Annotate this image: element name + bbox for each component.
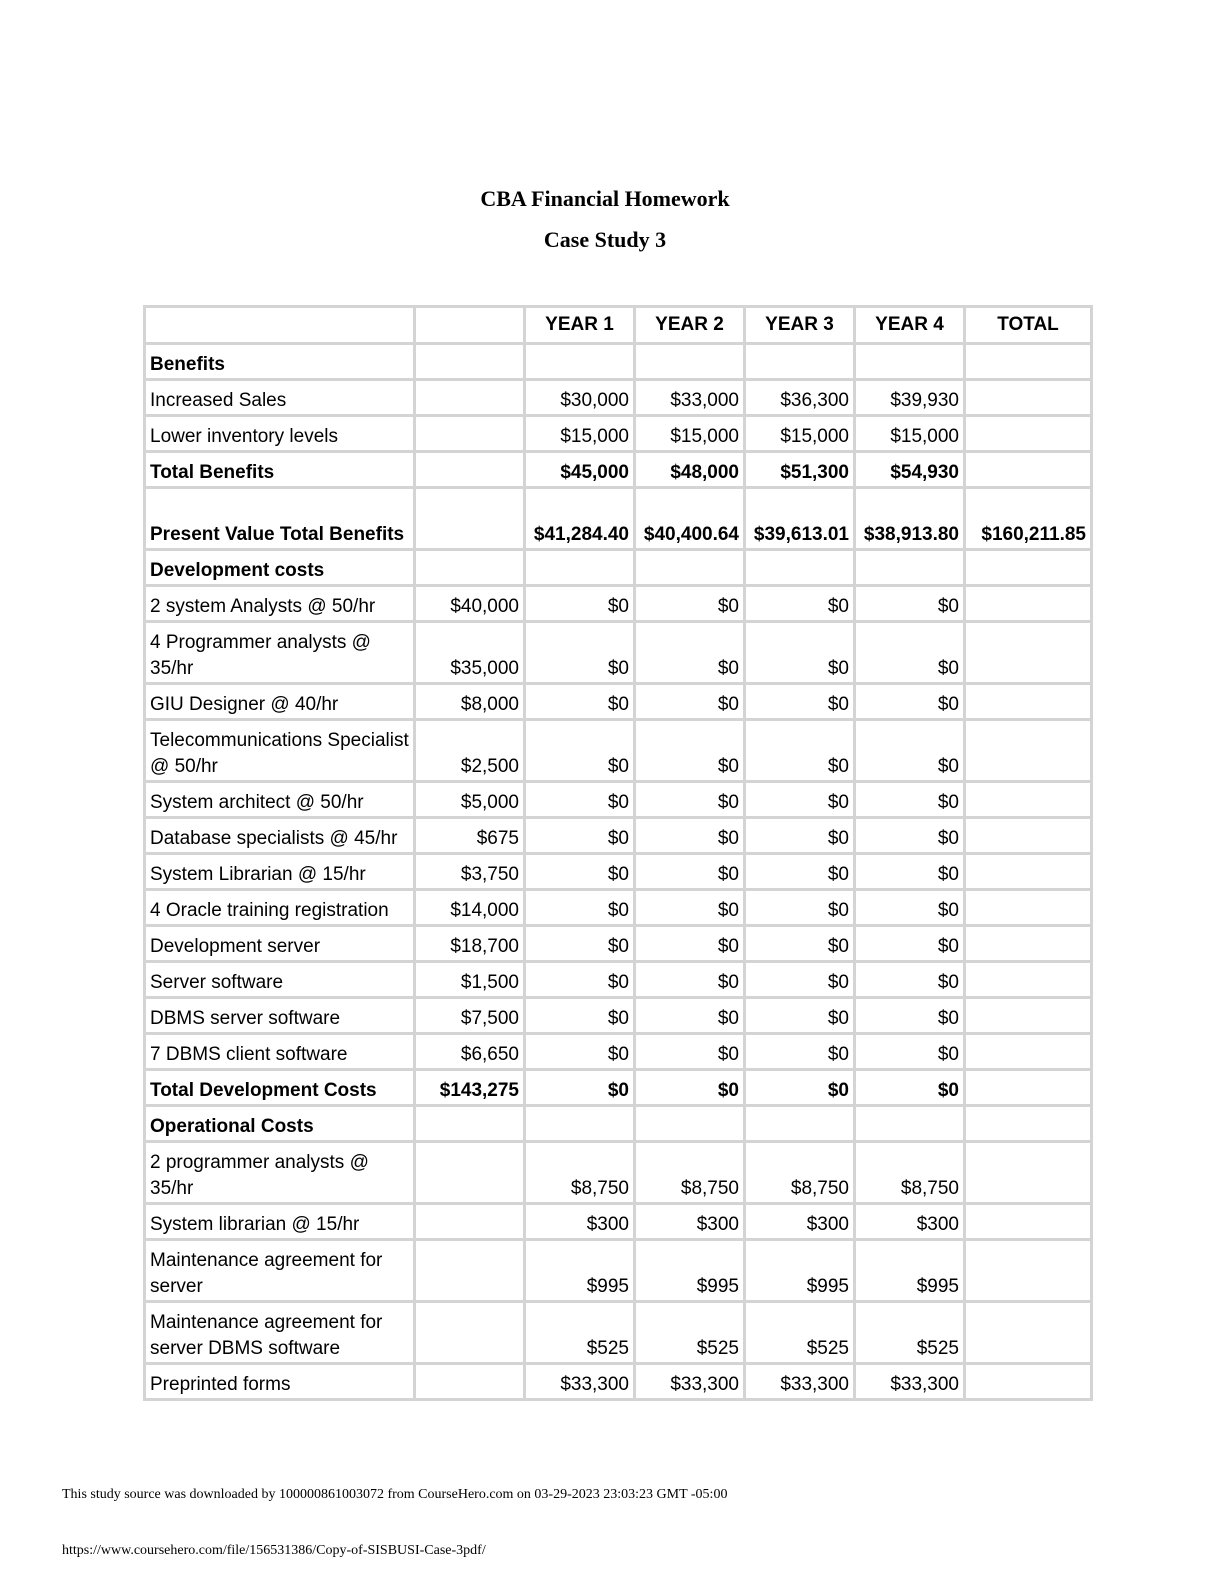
table-cell — [855, 344, 965, 380]
table-cell — [965, 720, 1092, 782]
table-cell: $0 — [855, 1070, 965, 1106]
table-cell: $143,275 — [415, 1070, 525, 1106]
row-label: 2 system Analysts @ 50/hr — [145, 586, 415, 622]
table-row — [145, 488, 1092, 550]
table-row — [145, 890, 1092, 926]
table-cell: $0 — [745, 962, 855, 998]
table-cell: $525 — [745, 1302, 855, 1364]
row-label: DBMS server software — [145, 998, 415, 1034]
table-cell: $0 — [525, 622, 635, 684]
table-cell: $0 — [855, 586, 965, 622]
table-cell: $33,300 — [525, 1364, 635, 1400]
row-label: Total Development Costs — [145, 1070, 415, 1106]
table-cell: $300 — [635, 1204, 745, 1240]
table-cell: $0 — [855, 818, 965, 854]
table-cell: $0 — [635, 1034, 745, 1070]
column-header: YEAR 2 — [635, 307, 745, 344]
table-row — [145, 1204, 1092, 1240]
table-cell: $0 — [745, 586, 855, 622]
table-row — [145, 720, 1092, 782]
table-cell — [745, 344, 855, 380]
table-cell — [415, 1106, 525, 1142]
table-cell — [415, 416, 525, 452]
table-row — [145, 818, 1092, 854]
row-label: Total Benefits — [145, 452, 415, 488]
table-cell — [965, 1106, 1092, 1142]
table-cell: $0 — [855, 1034, 965, 1070]
table-cell — [965, 452, 1092, 488]
table-cell: $3,750 — [415, 854, 525, 890]
table-cell: $51,300 — [745, 452, 855, 488]
table-cell: $0 — [745, 622, 855, 684]
table-cell: $41,284.40 — [525, 488, 635, 550]
table-cell: $0 — [635, 1070, 745, 1106]
table-cell: $0 — [855, 684, 965, 720]
table-cell: $39,613.01 — [745, 488, 855, 550]
table-cell: $15,000 — [745, 416, 855, 452]
table-cell: $8,750 — [745, 1142, 855, 1204]
table-cell: $300 — [855, 1204, 965, 1240]
row-label: System architect @ 50/hr — [145, 782, 415, 818]
row-label: Preprinted forms — [145, 1364, 415, 1400]
row-label: System Librarian @ 15/hr — [145, 854, 415, 890]
table-cell: $1,500 — [415, 962, 525, 998]
table-cell: $8,000 — [415, 684, 525, 720]
table-cell: $525 — [635, 1302, 745, 1364]
table-cell: $0 — [635, 890, 745, 926]
table-cell — [965, 1204, 1092, 1240]
table-cell: $995 — [855, 1240, 965, 1302]
table-row — [145, 586, 1092, 622]
table-cell: $40,000 — [415, 586, 525, 622]
column-header — [415, 307, 525, 344]
table-cell: $525 — [525, 1302, 635, 1364]
table-cell: $0 — [855, 890, 965, 926]
row-label: Lower inventory levels — [145, 416, 415, 452]
column-header: YEAR 3 — [745, 307, 855, 344]
table-cell: $8,750 — [525, 1142, 635, 1204]
table-cell: $0 — [745, 854, 855, 890]
table-row — [145, 1106, 1092, 1142]
table-cell — [965, 926, 1092, 962]
table-cell — [965, 782, 1092, 818]
table-row — [145, 416, 1092, 452]
table-cell: $5,000 — [415, 782, 525, 818]
table-cell: $0 — [635, 622, 745, 684]
row-label: 7 DBMS client software — [145, 1034, 415, 1070]
table-cell — [415, 1364, 525, 1400]
row-label: Telecommunications Specialist @ 50/hr — [145, 720, 415, 782]
table-cell — [965, 1142, 1092, 1204]
table-row — [145, 1302, 1092, 1364]
column-header: TOTAL — [965, 307, 1092, 344]
table-cell: $0 — [635, 926, 745, 962]
table-cell: $14,000 — [415, 890, 525, 926]
table-cell — [965, 344, 1092, 380]
table-row — [145, 782, 1092, 818]
table-cell: $33,300 — [855, 1364, 965, 1400]
document-subtitle: Case Study 3 — [543, 227, 667, 252]
cba-table — [143, 305, 1093, 1401]
column-header: YEAR 1 — [525, 307, 635, 344]
table-cell: $0 — [745, 998, 855, 1034]
row-label: Maintenance agreement for server — [145, 1240, 415, 1302]
table-cell: $0 — [855, 622, 965, 684]
table-cell: $0 — [745, 818, 855, 854]
table-row — [145, 1240, 1092, 1302]
table-cell: $0 — [745, 926, 855, 962]
table-row — [145, 962, 1092, 998]
table-cell: $7,500 — [415, 998, 525, 1034]
column-header — [145, 307, 415, 344]
table-cell — [635, 550, 745, 586]
table-cell — [965, 1364, 1092, 1400]
row-label: Database specialists @ 45/hr — [145, 818, 415, 854]
table-row — [145, 1142, 1092, 1204]
table-cell: $0 — [745, 782, 855, 818]
row-label: Benefits — [145, 344, 415, 380]
table-cell: $0 — [525, 890, 635, 926]
table-cell — [745, 550, 855, 586]
table-cell: $0 — [855, 998, 965, 1034]
table-cell: $40,400.64 — [635, 488, 745, 550]
table-cell: $0 — [525, 998, 635, 1034]
table-cell: $6,650 — [415, 1034, 525, 1070]
table-cell: $0 — [855, 926, 965, 962]
table-cell — [965, 1034, 1092, 1070]
table-cell: $0 — [635, 684, 745, 720]
table-cell: $0 — [745, 890, 855, 926]
row-label: Increased Sales — [145, 380, 415, 416]
table-cell — [415, 1204, 525, 1240]
table-cell: $15,000 — [525, 416, 635, 452]
table-cell — [525, 1106, 635, 1142]
table-cell — [965, 416, 1092, 452]
table-cell: $8,750 — [635, 1142, 745, 1204]
table-cell: $0 — [855, 962, 965, 998]
table-cell — [965, 380, 1092, 416]
table-cell: $0 — [635, 998, 745, 1034]
table-cell: $48,000 — [635, 452, 745, 488]
table-cell: $33,000 — [635, 380, 745, 416]
table-cell: $15,000 — [855, 416, 965, 452]
table-cell — [965, 684, 1092, 720]
table-cell: $0 — [855, 854, 965, 890]
table-cell: $0 — [635, 782, 745, 818]
table-cell — [965, 962, 1092, 998]
table-cell: $33,300 — [635, 1364, 745, 1400]
table-cell: $0 — [525, 586, 635, 622]
table-cell: $0 — [525, 926, 635, 962]
table-row — [145, 998, 1092, 1034]
table-row — [145, 854, 1092, 890]
table-cell: $160,211.85 — [965, 488, 1092, 550]
table-cell: $0 — [525, 854, 635, 890]
table-cell: $18,700 — [415, 926, 525, 962]
table-cell: $995 — [745, 1240, 855, 1302]
row-label: Development costs — [145, 550, 415, 586]
table-cell: $0 — [635, 962, 745, 998]
table-cell: $995 — [525, 1240, 635, 1302]
table-cell: $39,930 — [855, 380, 965, 416]
table-cell: $0 — [635, 854, 745, 890]
table-cell — [965, 818, 1092, 854]
table-cell: $33,300 — [745, 1364, 855, 1400]
row-label: Development server — [145, 926, 415, 962]
table-cell: $0 — [525, 818, 635, 854]
table-cell: $0 — [525, 962, 635, 998]
table-row — [145, 622, 1092, 684]
row-label: 2 programmer analysts @ 35/hr — [145, 1142, 415, 1204]
table-cell — [525, 550, 635, 586]
column-header: YEAR 4 — [855, 307, 965, 344]
table-cell — [965, 1070, 1092, 1106]
table-cell: $30,000 — [525, 380, 635, 416]
table-row — [145, 1070, 1092, 1106]
table-cell — [415, 452, 525, 488]
table-cell: $8,750 — [855, 1142, 965, 1204]
table-cell: $0 — [525, 782, 635, 818]
table-cell: $0 — [525, 684, 635, 720]
table-cell — [965, 998, 1092, 1034]
table-cell — [415, 1302, 525, 1364]
table-cell: $0 — [855, 720, 965, 782]
table-row — [145, 550, 1092, 586]
table-cell: $0 — [855, 782, 965, 818]
document-title: CBA Financial Homework — [480, 186, 730, 211]
table-cell — [415, 550, 525, 586]
table-cell: $35,000 — [415, 622, 525, 684]
table-cell — [415, 1142, 525, 1204]
table-row — [145, 344, 1092, 380]
table-cell — [965, 854, 1092, 890]
row-label: Present Value Total Benefits — [145, 488, 415, 550]
row-label: Maintenance agreement for server DBMS software — [145, 1302, 415, 1364]
table-cell — [415, 344, 525, 380]
row-label: Operational Costs — [145, 1106, 415, 1142]
table-cell — [855, 1106, 965, 1142]
table-cell — [525, 344, 635, 380]
table-cell: $0 — [525, 1070, 635, 1106]
table-cell: $0 — [745, 1070, 855, 1106]
source-url[interactable]: https://www.coursehero.com/file/156531386/Copy-of-SISBUSI-Case-3pdf/ — [62, 1543, 486, 1558]
table-cell — [965, 1240, 1092, 1302]
table-cell — [415, 1240, 525, 1302]
table-cell: $0 — [525, 720, 635, 782]
table-cell: $2,500 — [415, 720, 525, 782]
table-cell: $0 — [745, 720, 855, 782]
table-row — [145, 684, 1092, 720]
table-cell — [965, 550, 1092, 586]
table-cell — [415, 488, 525, 550]
table-cell — [635, 1106, 745, 1142]
table-row — [145, 1364, 1092, 1400]
table-cell: $0 — [635, 586, 745, 622]
table-cell — [635, 344, 745, 380]
table-cell: $0 — [745, 684, 855, 720]
table-cell — [745, 1106, 855, 1142]
table-cell: $15,000 — [635, 416, 745, 452]
table-row — [145, 452, 1092, 488]
table-cell — [965, 622, 1092, 684]
table-cell: $54,930 — [855, 452, 965, 488]
download-notice: This study source was downloaded by 100000861003072 from CourseHero.com on 03-29-2023 23:03:23 GMT -05:00 — [62, 1487, 728, 1502]
row-label: 4 Oracle training registration — [145, 890, 415, 926]
table-cell — [965, 1302, 1092, 1364]
row-label: 4 Programmer analysts @ 35/hr — [145, 622, 415, 684]
table-cell — [965, 890, 1092, 926]
row-label: Server software — [145, 962, 415, 998]
table-cell: $38,913.80 — [855, 488, 965, 550]
table-cell — [855, 550, 965, 586]
table-cell: $300 — [745, 1204, 855, 1240]
table-cell: $0 — [635, 818, 745, 854]
table-cell: $0 — [745, 1034, 855, 1070]
table-cell: $0 — [525, 1034, 635, 1070]
table-cell: $675 — [415, 818, 525, 854]
table-row — [145, 1034, 1092, 1070]
row-label: System librarian @ 15/hr — [145, 1204, 415, 1240]
table-cell: $525 — [855, 1302, 965, 1364]
table-cell: $36,300 — [745, 380, 855, 416]
row-label: GIU Designer @ 40/hr — [145, 684, 415, 720]
table-cell — [965, 586, 1092, 622]
table-cell: $0 — [635, 720, 745, 782]
table-cell: $300 — [525, 1204, 635, 1240]
header-row — [145, 307, 1092, 344]
table-row — [145, 926, 1092, 962]
table-row — [145, 380, 1092, 416]
table-cell: $995 — [635, 1240, 745, 1302]
table-cell: $45,000 — [525, 452, 635, 488]
table-cell — [415, 380, 525, 416]
